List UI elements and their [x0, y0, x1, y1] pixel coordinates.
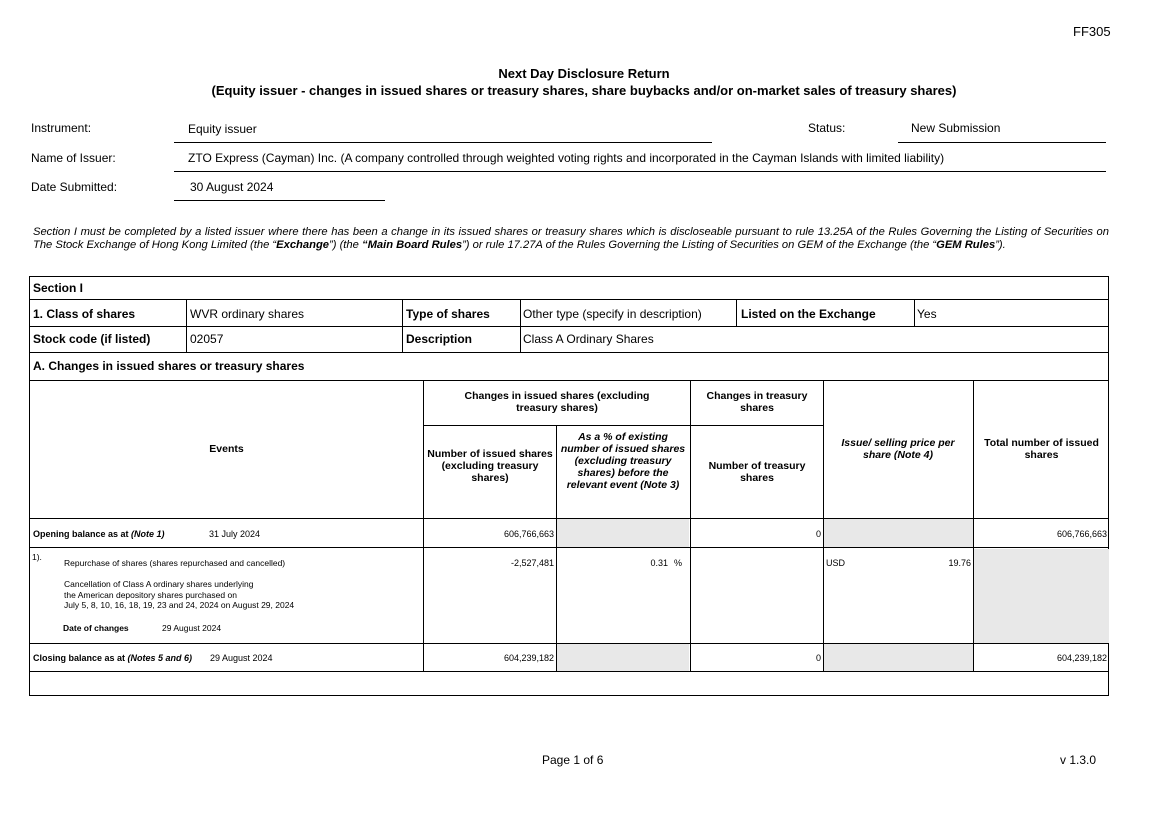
section-table [29, 276, 1109, 696]
price-header: Issue/ selling price per share (Note 4) [841, 437, 955, 461]
changes-treasury-header: Changes in treasury shares [706, 390, 808, 414]
rule [973, 380, 974, 671]
date-submitted-label: Date Submitted: [31, 180, 118, 194]
rule [556, 425, 557, 671]
rule [30, 326, 1109, 327]
issuer-underline [174, 170, 1106, 172]
rule [30, 671, 1109, 672]
event-pct: 0.31 [650, 558, 668, 568]
issuer-label: Name of Issuer: [31, 151, 116, 165]
date-of-changes-label: Date of changes [63, 623, 129, 633]
form-code: FF305 [1073, 24, 1111, 39]
opening-total: 606,766,663 [1056, 529, 1107, 539]
rule [186, 299, 187, 352]
part-a-title: A. Changes in issued shares or treasury shares [33, 359, 305, 373]
instrument-value: Equity issuer [188, 122, 257, 136]
intro-paragraph: Section I must be completed by a listed issuer where there has been a change in its issued shares or treasury shares which is discloseable pursuant to rule 13.25A of the Rules Governing the Listing of Securities on The Stock Exchange of Hong Kong Limited (the “Exchange”) (the “Main Board Rules”) or rule 17.27A of the Rules Governing the Listing of Securities on GEM of the Exchange (the “GEM Rules”). [33, 226, 1109, 251]
opening-label: Opening balance as at (Note 1) [33, 529, 165, 539]
event-pct-sign: % [674, 558, 683, 568]
rule [30, 299, 1109, 300]
instrument-underline [174, 141, 712, 143]
rule [30, 352, 1109, 353]
page-number: Page 1 of 6 [542, 753, 604, 767]
rule [402, 299, 403, 352]
total-header: Total number of issued shares [984, 437, 1099, 461]
closing-total: 604,239,182 [1056, 653, 1107, 663]
opening-price-grey [823, 519, 973, 547]
event-detail-3: July 5, 8, 10, 16, 18, 19, 23 and 24, 2024 on August 29, 2024 [64, 600, 295, 610]
opening-date: 31 July 2024 [209, 529, 261, 539]
closing-date: 29 August 2024 [210, 653, 273, 663]
status-underline [898, 141, 1106, 143]
opening-issued: 606,766,663 [503, 529, 554, 539]
event-detail-1: Cancellation of Class A ordinary shares underlying [64, 579, 254, 589]
rule [823, 380, 824, 671]
status-value: New Submission [911, 121, 1001, 135]
closing-issued: 604,239,182 [503, 653, 554, 663]
class-of-shares-value: WVR ordinary shares [190, 307, 305, 321]
opening-pct-grey [557, 519, 689, 547]
closing-price-grey [823, 644, 973, 671]
date-of-changes-value: 29 August 2024 [162, 623, 222, 633]
rule [30, 547, 1109, 548]
type-of-shares-value: Other type (specify in description) [523, 307, 702, 321]
opening-treasury: 0 [815, 529, 821, 539]
version: v 1.3.0 [1060, 753, 1097, 767]
event-total-grey [974, 549, 1109, 643]
event-detail-2: the American depository shares purchased on [64, 590, 237, 600]
event-price: 19.76 [948, 558, 971, 568]
rule [914, 299, 915, 326]
date-underline [174, 199, 385, 201]
events-header: Events [209, 443, 244, 455]
num-issued-header: Number of issued shares (excluding treasury shares) [427, 448, 553, 484]
stock-code-label: Stock code (if listed) [33, 332, 151, 346]
page-title: Next Day Disclosure Return [498, 66, 670, 81]
rule [736, 299, 737, 326]
date-submitted-value: 30 August 2024 [190, 180, 274, 194]
rule [30, 518, 1109, 519]
changes-issued-header: Changes in issued shares (excluding treasury shares) [464, 390, 650, 414]
type-of-shares-label: Type of shares [406, 307, 490, 321]
rule [423, 380, 424, 671]
event-index: 1). [32, 552, 42, 562]
event-currency: USD [826, 558, 846, 568]
closing-pct-grey [557, 644, 689, 671]
section-title: Section I [33, 281, 84, 295]
description-label: Description [406, 332, 473, 346]
num-treasury-header: Number of treasury shares [708, 460, 806, 484]
listed-value: Yes [917, 307, 937, 321]
rule [690, 380, 691, 671]
issuer-value: ZTO Express (Cayman) Inc. (A company controlled through weighted voting rights and incorporated in the Cayman Islands with limited liability) [188, 151, 945, 165]
instrument-label: Instrument: [31, 121, 92, 135]
description-value: Class A Ordinary Shares [523, 332, 654, 346]
status-label: Status: [808, 121, 846, 135]
closing-treasury: 0 [815, 653, 821, 663]
event-title: Repurchase of shares (shares repurchased and cancelled) [64, 558, 286, 568]
stock-code-value: 02057 [190, 332, 224, 346]
event-issued-change: -2,527,481 [510, 558, 554, 568]
page-subtitle: (Equity issuer - changes in issued shares or treasury shares, share buybacks and/or on-market sales of treasury shares) [211, 83, 957, 98]
pct-existing-header: As a % of existing number of issued shares (excluding treasury shares) before the relevant event (Note 3) [560, 431, 686, 491]
rule [30, 380, 1109, 381]
class-of-shares-label: 1. Class of shares [33, 307, 136, 321]
rule [30, 643, 1109, 644]
closing-label: Closing balance as at (Notes 5 and 6) [33, 653, 193, 663]
rule [423, 425, 823, 426]
rule [520, 299, 521, 352]
listed-label: Listed on the Exchange [741, 307, 876, 321]
